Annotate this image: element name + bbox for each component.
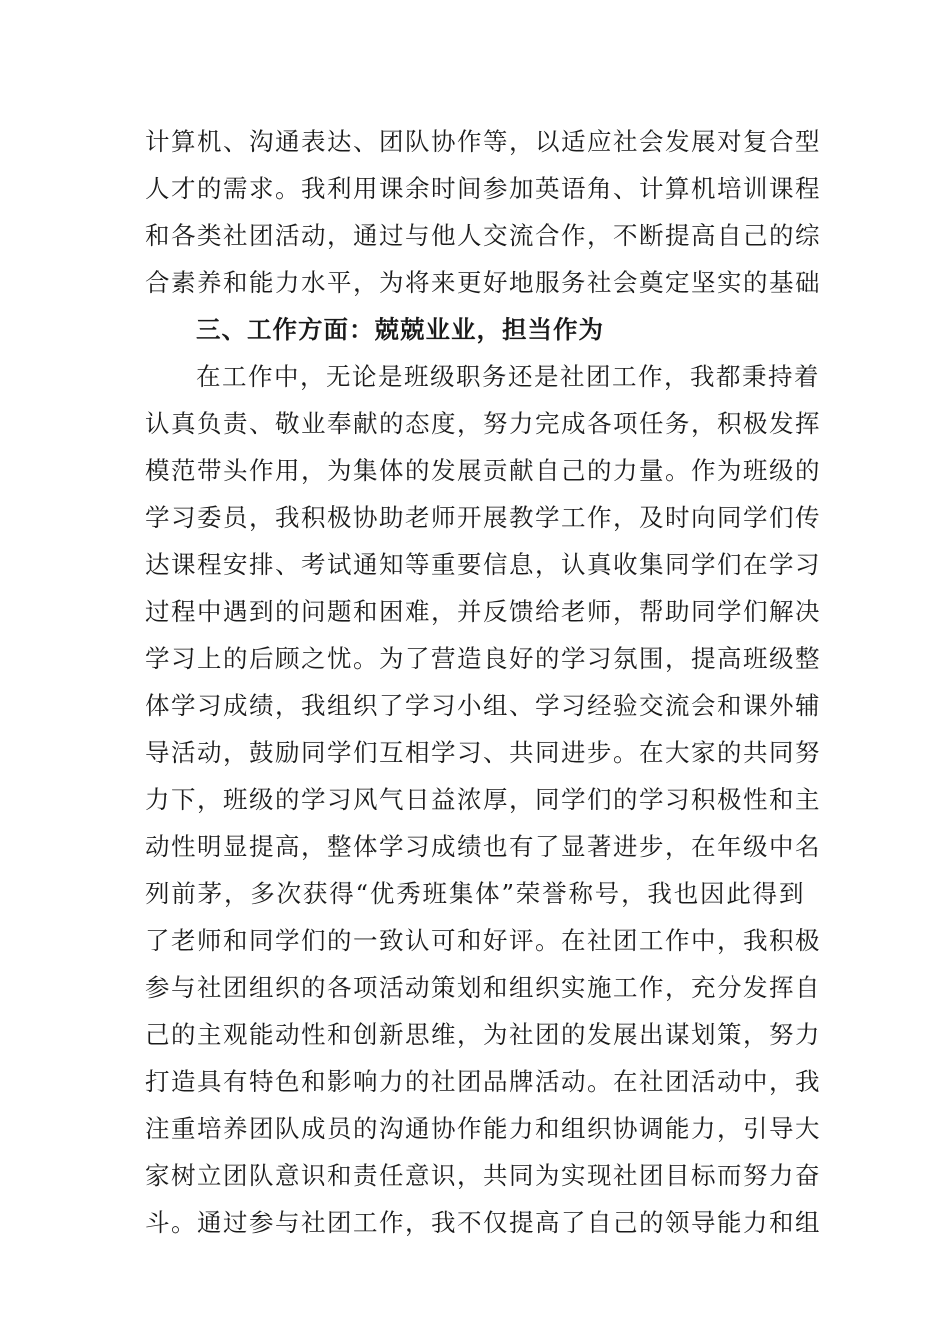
paragraph-line: 己的主观能动性和创新思维，为社团的发展出谋划策，努力 <box>145 1020 821 1049</box>
paragraph-line: 认真负责、敬业奉献的态度，努力完成各项任务，积极发挥 <box>145 409 821 438</box>
paragraph-line: 模范带头作用，为集体的发展贡献自己的力量。作为班级的 <box>145 456 821 485</box>
paragraph-line: 导活动，鼓励同学们互相学习、共同进步。在大家的共同努 <box>145 738 821 767</box>
paragraph-line: 家树立团队意识和责任意识，共同为实现社团目标而努力奋 <box>145 1161 821 1190</box>
section-heading: 三、工作方面：兢兢业业，担当作为 <box>196 315 604 344</box>
paragraph-line: 学习委员，我积极协助老师开展教学工作，及时向同学们传 <box>145 503 821 532</box>
paragraph-line: 在工作中，无论是班级职务还是社团工作，我都秉持着 <box>196 362 820 391</box>
paragraph-line: 了老师和同学们的一致认可和好评。在社团工作中，我积极 <box>145 926 821 955</box>
paragraph-line: 体学习成绩，我组织了学习小组、学习经验交流会和课外辅 <box>145 691 821 720</box>
paragraph-line: 注重培养团队成员的沟通协作能力和组织协调能力，引导大 <box>145 1114 821 1143</box>
paragraph-line: 列前茅，多次获得“优秀班集体”荣誉称号，我也因此得到 <box>145 879 805 908</box>
paragraph-line: 打造具有特色和影响力的社团品牌活动。在社团活动中，我 <box>145 1067 821 1096</box>
paragraph-line: 斗。通过参与社团工作，我不仅提高了自己的领导能力和组 <box>145 1208 821 1237</box>
paragraph-line: 和各类社团活动，通过与他人交流合作，不断提高自己的综 <box>145 221 821 250</box>
paragraph-line: 达课程安排、考试通知等重要信息，认真收集同学们在学习 <box>145 550 821 579</box>
paragraph-line: 力下，班级的学习风气日益浓厚，同学们的学习积极性和主 <box>145 785 821 814</box>
paragraph-line: 合素养和能力水平，为将来更好地服务社会奠定坚实的基础 <box>145 268 821 297</box>
body-text <box>145 118 821 1246</box>
paragraph-line: 学习上的后顾之忧。为了营造良好的学习氛围，提高班级整 <box>145 644 821 673</box>
paragraph-line: 计算机、沟通表达、团队协作等，以适应社会发展对复合型 <box>145 127 821 156</box>
paragraph-line: 过程中遇到的问题和困难，并反馈给老师，帮助同学们解决 <box>145 597 821 626</box>
paragraph-line: 参与社团组织的各项活动策划和组织实施工作，充分发挥自 <box>145 973 821 1002</box>
paragraph-line: 人才的需求。我利用课余时间参加英语角、计算机培训课程 <box>145 174 821 203</box>
paragraph-line: 动性明显提高，整体学习成绩也有了显著进步，在年级中名 <box>145 832 821 861</box>
